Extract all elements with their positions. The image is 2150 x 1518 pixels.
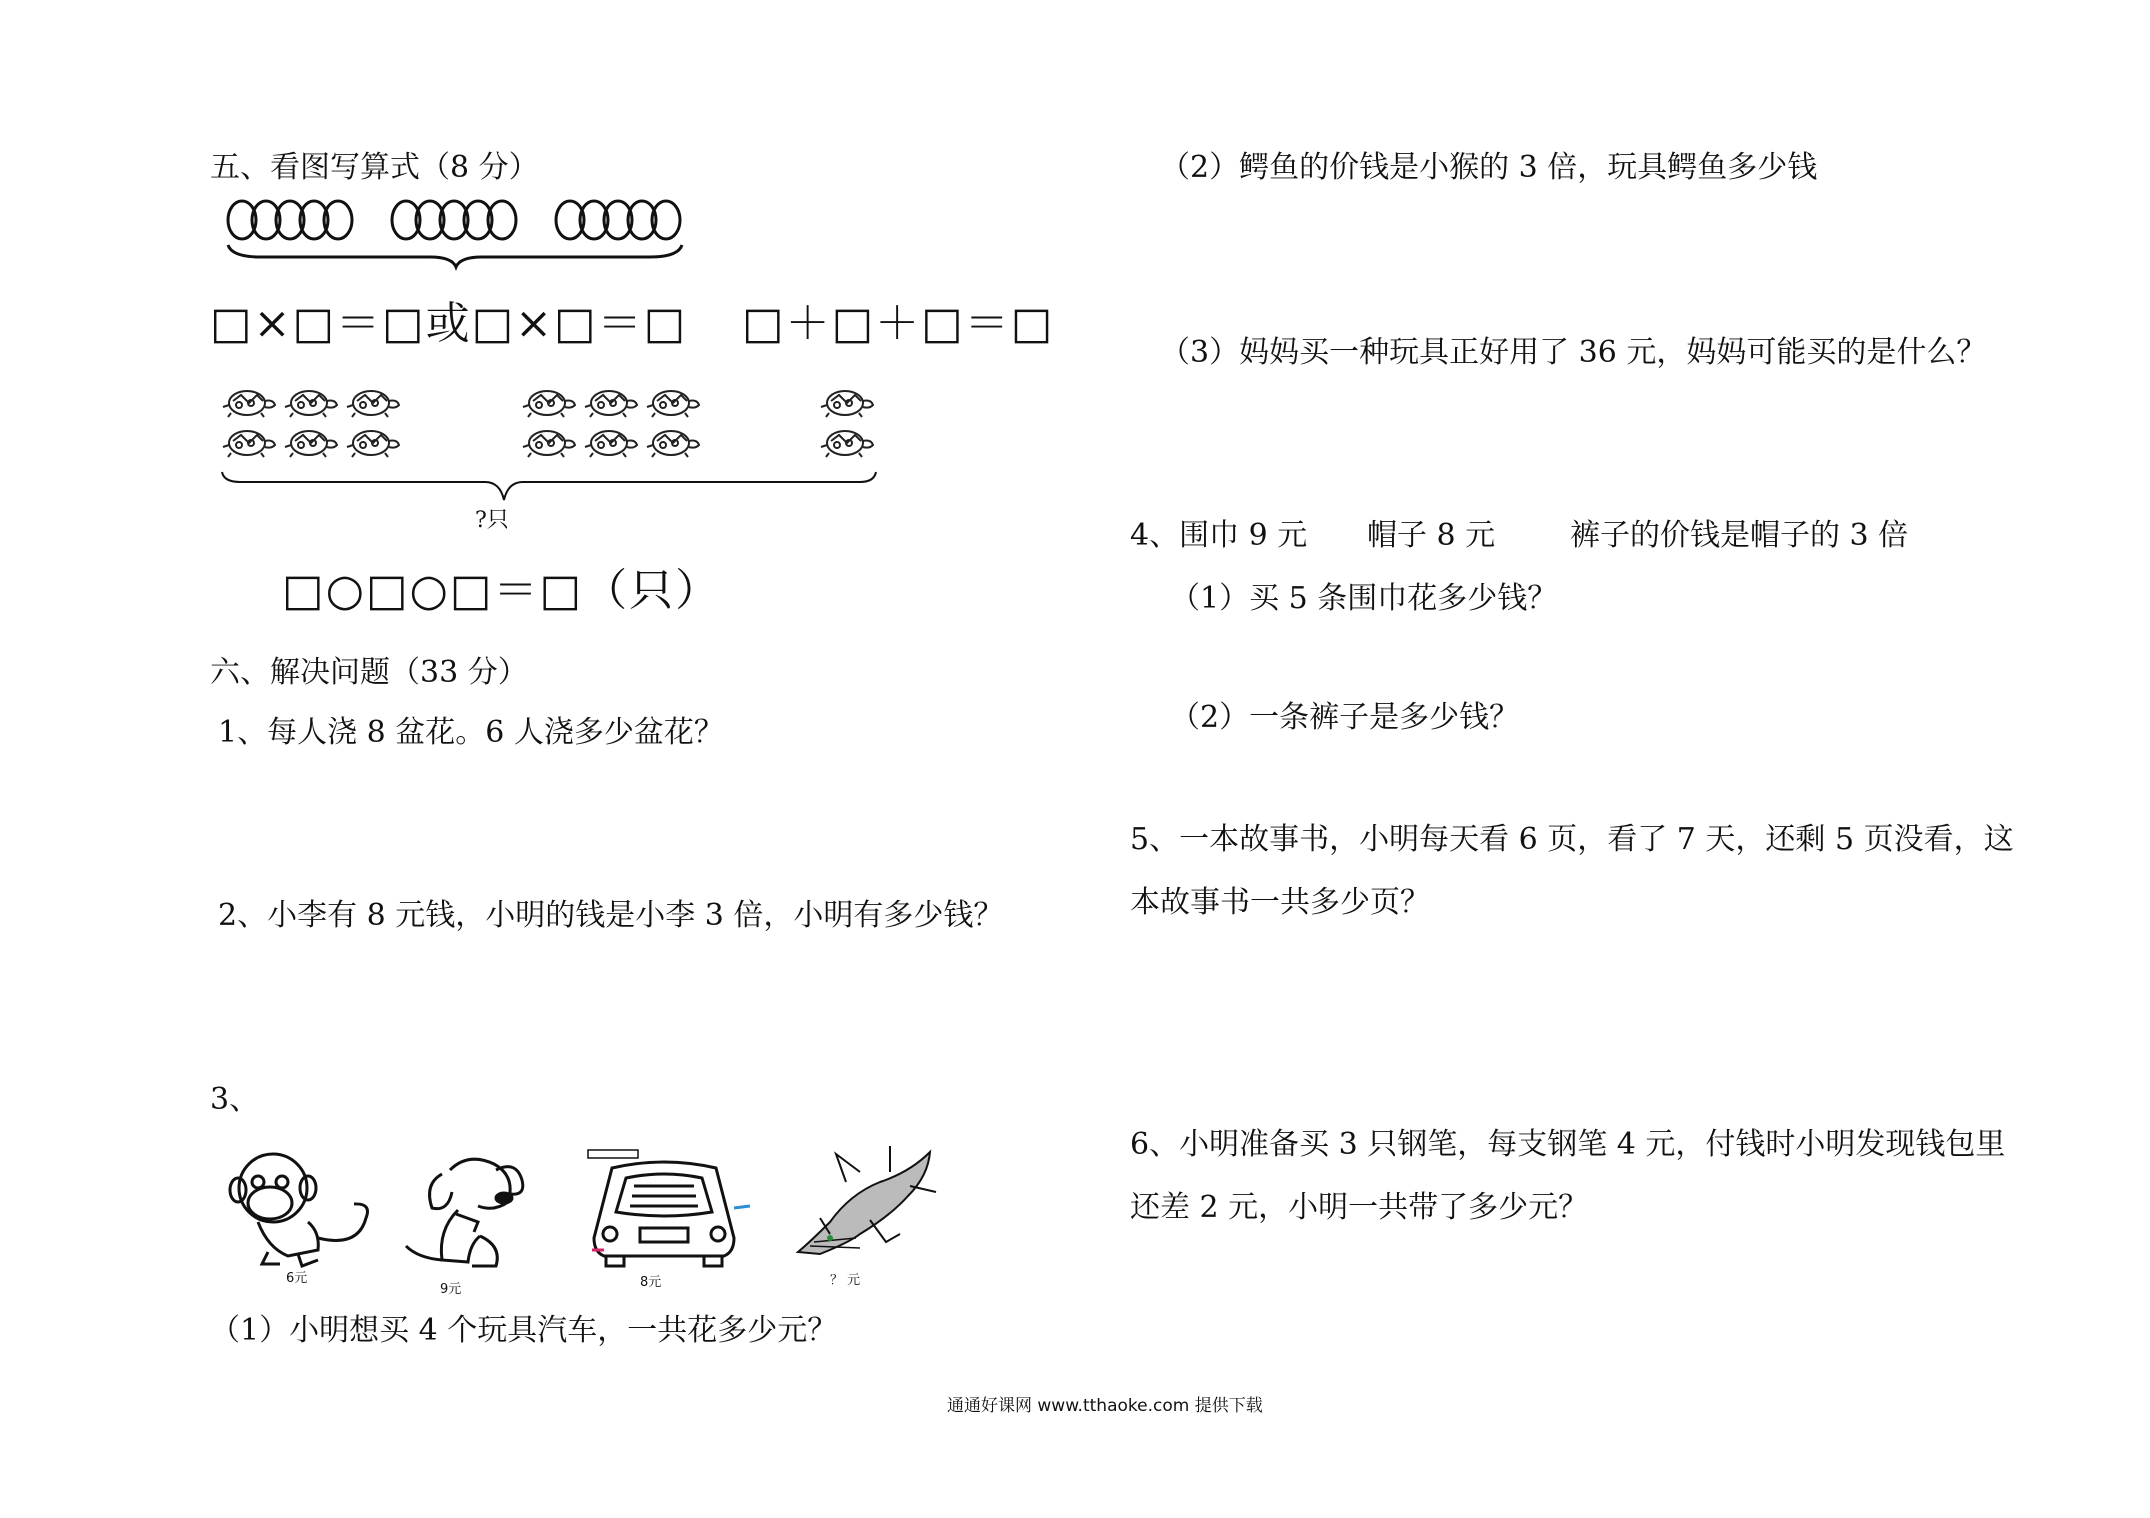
question-3-number: 3、 — [210, 1082, 260, 1117]
formula-row1-b: □＋□＋□＝□ — [742, 298, 1055, 349]
question-3-2: （2）鳄鱼的价钱是小猴的 3 倍，玩具鳄鱼多少钱 — [1160, 150, 1818, 185]
question-4-hat: 帽子 8 元 — [1367, 518, 1496, 553]
question-2: 2、小李有 8 元钱，小明的钱是小李 3 倍，小明有多少钱？ — [218, 898, 1004, 933]
price-crocodile: ？ 元 — [830, 1273, 861, 1288]
section5-title: 五、看图写算式（8 分） — [210, 150, 539, 185]
price-dog: 9元 — [440, 1282, 462, 1297]
question-4-2: （2）一条裤子是多少钱？ — [1170, 700, 1520, 735]
question-5-line1: 5、一本故事书，小明每天看 6 页，看了 7 天，还剩 5 页没看，这 — [1130, 822, 2014, 857]
footer-source: 通通好课网 www.tthaoke.com 提供下载 — [947, 1396, 1263, 1416]
car-icon — [584, 1148, 754, 1268]
formula-row1: □×□＝□或□×□＝□ — [210, 298, 688, 349]
crocodile-icon — [790, 1142, 940, 1262]
price-monkey: 6元 — [286, 1271, 308, 1286]
section6-title: 六、解决问题（33 分） — [210, 655, 528, 690]
question-6-line1: 6、小明准备买 3 只钢笔，每支钢笔 4 元，付钱时小明发现钱包里 — [1130, 1127, 2006, 1162]
question-4-pants: 裤子的价钱是帽子的 3 倍 — [1570, 518, 1909, 553]
question-6-line2: 还差 2 元，小明一共带了多少元？ — [1130, 1190, 1589, 1225]
circle-group-icon — [220, 195, 690, 275]
turtle-icon — [223, 391, 873, 457]
dog-icon — [398, 1150, 548, 1270]
brace-label: ?只 — [475, 508, 509, 533]
question-1: 1、每人浇 8 盆花。6 人浇多少盆花？ — [218, 715, 724, 750]
question-3-3: （3）妈妈买一种玩具正好用了 36 元，妈妈可能买的是什么？ — [1160, 335, 1987, 370]
question-3-1: （1）小明想买 4 个玩具汽车，一共花多少元？ — [210, 1313, 838, 1348]
monkey-icon — [228, 1148, 378, 1268]
price-car: 8元 — [640, 1275, 662, 1290]
brace — [220, 470, 880, 510]
formula-row2: □○□○□＝□（只） — [282, 565, 722, 616]
question-4-scarf: 4、围巾 9 元 — [1130, 518, 1308, 553]
question-4-1: （1）买 5 条围巾花多少钱？ — [1170, 581, 1558, 616]
question-5-line2: 本故事书一共多少页？ — [1130, 885, 1430, 920]
